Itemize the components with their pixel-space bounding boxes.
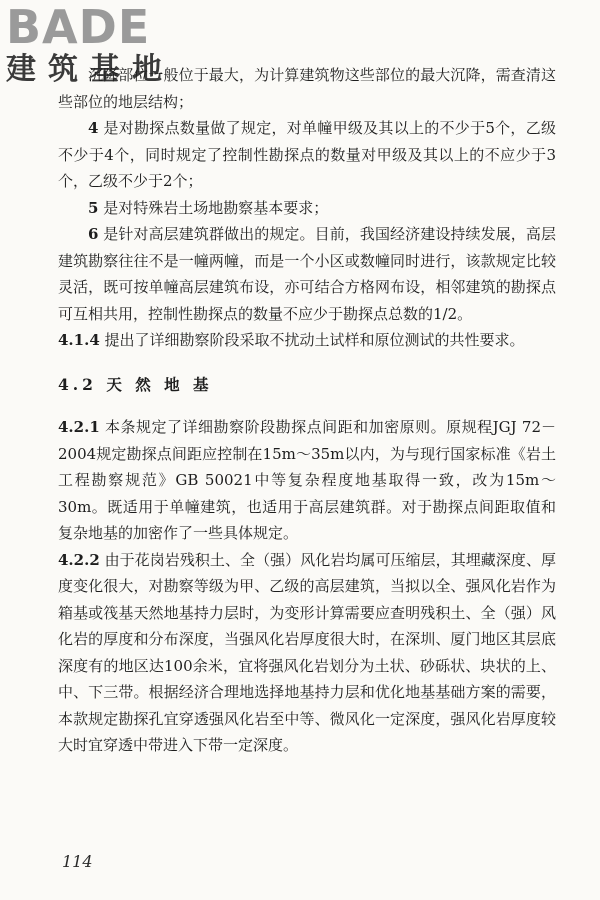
item-4-text: 是对勘探点数量做了规定，对单幢甲级及其以上的不少于5个，乙级不少于4个，同时规定了控制性勘探点的数量对甲级及其以上的不应少于3个，乙级不少于2个； xyxy=(58,119,556,190)
item-4-number: 4 xyxy=(88,119,99,137)
clause-4-1-4 xyxy=(58,327,556,354)
item-6 xyxy=(58,221,556,327)
clause-4-1-4-number: 4.1.4 xyxy=(58,331,100,349)
item-6-text: 是针对高层建筑群做出的规定。目前，我国经济建设持续发展，高层建筑勘察往往不是一幢两幢，而是一个小区或数幢同时进行，该款规定比较灵活，既可按单幢高层建筑布设，亦可结合方格网布设，相邻建筑的勘探点可互相共用，控制性勘探点的数量不应少于勘探点总数的1/2。 xyxy=(58,225,556,323)
logo-brand-top: BADE xyxy=(6,0,151,54)
clause-4-2-1-number: 4.2.1 xyxy=(58,418,100,436)
clause-4-1-4-text: 提出了详细勘察阶段采取不扰动土试样和原位测试的共性要求。 xyxy=(99,331,525,349)
page-number: 114 xyxy=(62,852,93,871)
item-6-number: 6 xyxy=(88,225,99,243)
clause-4-2-1-text: 本条规定了详细勘察阶段勘探点间距和加密原则。原规程JGJ 72－2004规定勘探点间距应控制在15m～35m以内，为与现行国家标准《岩土工程勘察规范》GB 50021中等复杂程度地基取得一致，改为15m～30m。既适用于单幢建筑，也适用于高层建筑群。对于勘探点间距取值和复杂地基的加密作了一些具体规定。 xyxy=(58,418,556,542)
document-body xyxy=(58,62,556,759)
item-5-number: 5 xyxy=(88,198,99,217)
item-5-text: 是对特殊岩土场地勘察基本要求； xyxy=(98,198,329,217)
section-title: 4.2 天 然 地 基 xyxy=(58,374,213,394)
paragraph-continued: 沉降部位一般位于最大，为计算建筑物这些部位的最大沉降，需查清这些部位的地层结构； xyxy=(58,66,556,111)
logo-brand-bottom: 建筑基地 xyxy=(6,52,174,87)
clause-4-2-1 xyxy=(58,414,556,547)
clause-4-2-2-text: 由于花岗岩残积土、全（强）风化岩均属可压缩层，其埋藏深度、厚度变化很大，对勘察等级为甲、乙级的高层建筑，当拟以全、强风化岩作为箱基或筏基天然地基持力层时，为变形计算需要应查明残积土、全（强）风化岩的厚度和分布深度，当强风化岩厚度很大时，在深圳、厦门地区其层底深度有的地区达100余米，宜将强风化岩划分为土状、砂砾状、块状的上、中、下三带。根据经济合理地选择地基持力层和优化地基基础方案的需要，本款规定勘探孔宜穿透强风化岩至中等、微风化一定深度，强风化岩厚度较大时宜穿透中带进入下带一定深度。 xyxy=(58,550,556,754)
clause-4-2-2 xyxy=(58,547,556,759)
item-5 xyxy=(58,195,556,222)
item-4 xyxy=(58,115,556,195)
clause-4-2-2-number: 4.2.2 xyxy=(58,550,100,569)
